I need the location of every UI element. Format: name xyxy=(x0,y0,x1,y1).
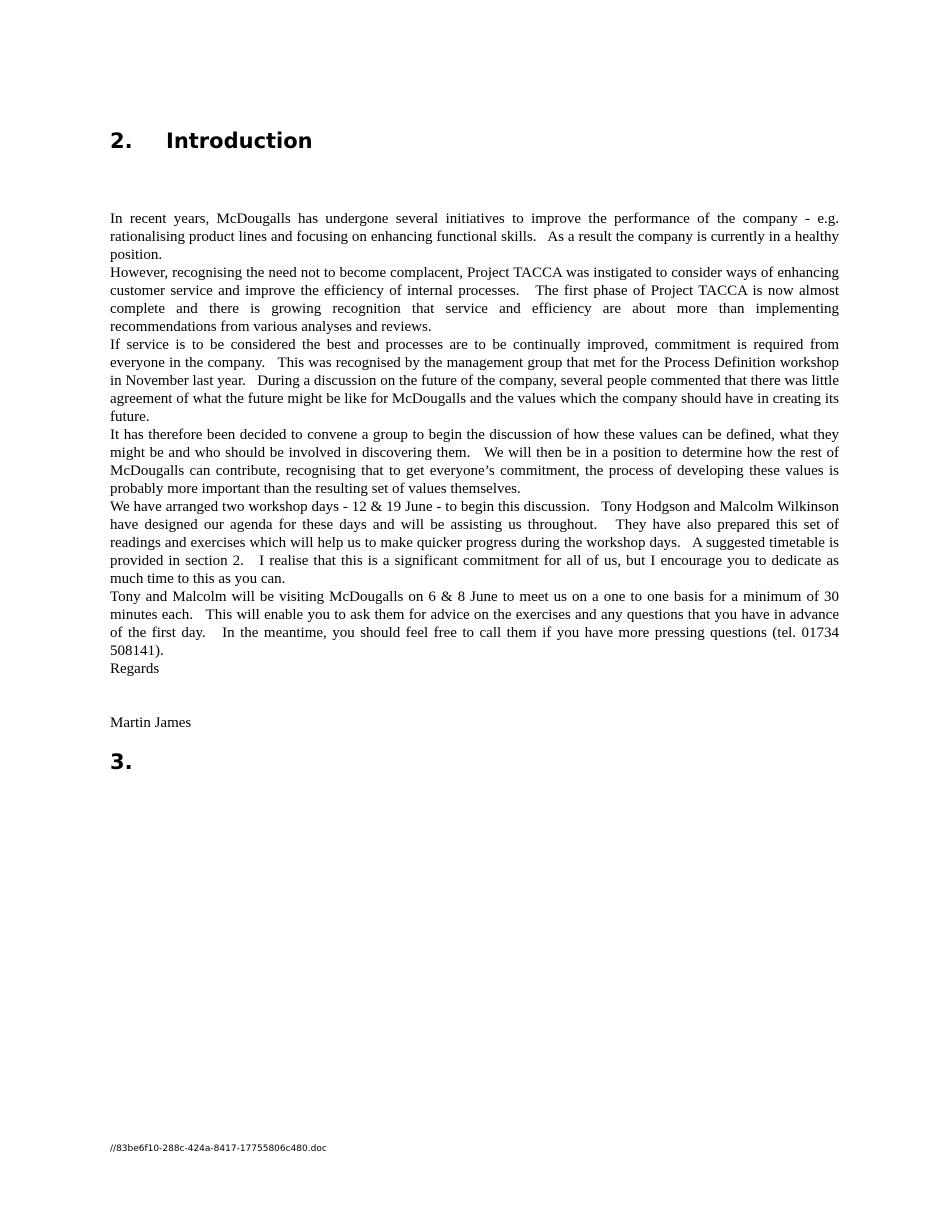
paragraph: However, recognising the need not to become complacent, Project TACCA was instigated to consider ways of enhancing customer service and improve the efficiency of internal processes. The first phase of Project TACCA is now almost complete and there is growing recognition that service and efficiency are about more than implementing recommendations from various analyses and reviews. xyxy=(110,265,843,335)
paragraph: It has therefore been decided to convene a group to begin the discussion of how these values can be defined, what they might be and who should be involved in discovering them. We will then be in a position to determine how the rest of McDougalls can contribute, recognising that to get everyone’s commitment, the process of developing these values is probably more important than the resulting set of values themselves. xyxy=(110,427,843,497)
paragraph: If service is to be considered the best and processes are to be continually improved, commitment is required from everyone in the company. This was recognised by the management group that met for the Process Definition workshop in November last year. During a discussion on the future of the company, several people commented that there was little agreement of what the future might be like for McDougalls and the values which the company should have in creating its future. xyxy=(110,337,843,425)
section-heading-3 xyxy=(110,749,166,775)
section-number: 2. xyxy=(110,129,133,153)
signature-space xyxy=(110,678,839,714)
paragraph: We have arranged two workshop days - 12 & 19 June - to begin this discussion. Tony Hodgson and Malcolm Wilkinson have designed our agenda for these days and will be assisting us throughout. They have also prepared this set of readings and exercises which will help us to make quicker progress during the workshop days. A suggested timetable is provided in section 2. I realise that this is a significant commitment for all of us, but I encourage you to dedicate as much time to this as you can. xyxy=(110,499,843,587)
section-number: 3. xyxy=(110,750,133,774)
section-title: Introduction xyxy=(166,129,313,153)
signature: Martin James xyxy=(110,715,192,731)
paragraph: In recent years, McDougalls has undergone several initiatives to improve the performance of the company - e.g. rationalising product lines and focusing on enhancing functional skills. As a result the company is currently in a healthy position. xyxy=(110,211,843,263)
closing: Regards xyxy=(110,661,160,677)
footer-file-path: //83be6f10-288c-424a-8417-17755806c480.doc xyxy=(110,1144,327,1154)
section-heading-introduction xyxy=(110,128,313,154)
paragraph: Tony and Malcolm will be visiting McDougalls on 6 & 8 June to meet us on a one to one basis for a minimum of 30 minutes each. This will enable you to ask them for advice on the exercises and any questions that you have in advance of the first day. In the meantime, you should feel free to call them if you have more pressing questions (tel. 01734 508141). xyxy=(110,589,843,659)
letter-body xyxy=(110,210,843,732)
